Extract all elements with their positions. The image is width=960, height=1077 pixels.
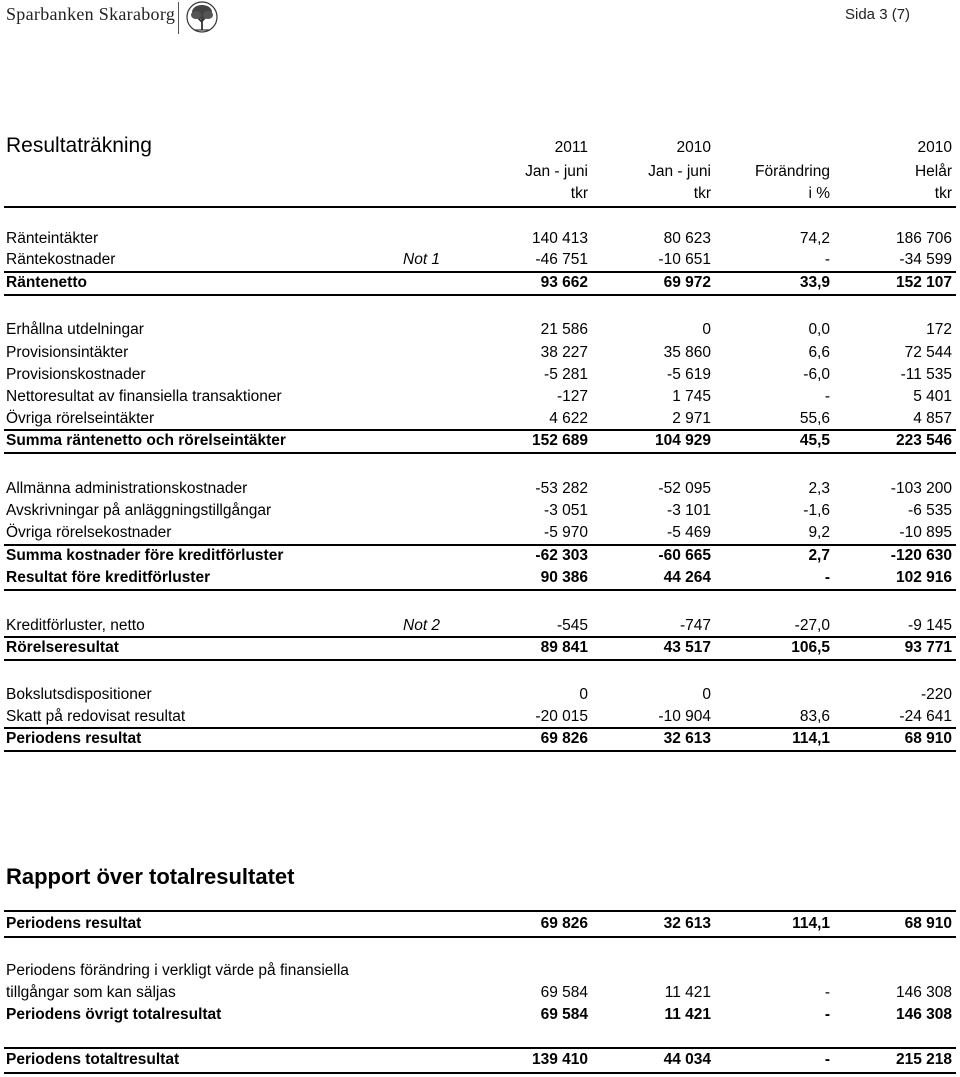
subtotal-row	[0, 272, 960, 294]
row-label: Bokslutsdispositioner	[6, 686, 152, 703]
divider	[4, 750, 956, 752]
row-label: Övriga rörelseintäkter	[6, 410, 155, 427]
value-cell: 140 413	[531, 230, 588, 247]
row-label: Summa räntenetto och rörelseintäkter	[6, 432, 286, 449]
value-cell: -127	[556, 388, 588, 405]
value-cell: 0	[702, 686, 711, 703]
value-cell: -1,6	[803, 502, 830, 519]
row-label: Avskrivningar på anläggningstillgångar	[6, 502, 272, 519]
subtotal-row	[0, 637, 960, 659]
row-label: tillgångar som kan säljas	[6, 984, 176, 1001]
col-header: i %	[808, 185, 830, 202]
value-cell: -6 535	[908, 502, 952, 519]
table-row	[0, 386, 960, 408]
col-header: Förändring	[755, 163, 830, 180]
value-cell: 32 613	[663, 915, 711, 932]
value-cell: 93 771	[904, 639, 952, 656]
value-cell: 114,1	[792, 915, 830, 932]
value-cell: 43 517	[663, 639, 711, 656]
value-cell: 38 227	[540, 344, 588, 361]
divider	[4, 206, 956, 208]
value-cell: -6,0	[803, 366, 830, 383]
note-ref: Not 1	[403, 251, 441, 268]
value-cell: -545	[556, 617, 588, 634]
value-cell: -220	[920, 686, 952, 703]
value-cell: 74,2	[799, 230, 830, 247]
value-cell: 89 841	[540, 639, 588, 656]
value-cell: 11 421	[664, 1006, 711, 1023]
column-header-row	[0, 161, 960, 183]
col-header: 2010	[917, 139, 952, 156]
value-cell: 104 929	[654, 432, 711, 449]
value-cell: 114,1	[792, 730, 830, 747]
table-row	[0, 342, 960, 364]
row-label: Rörelseresultat	[6, 639, 119, 656]
table-row	[0, 228, 960, 250]
value-cell: -103 200	[890, 480, 952, 497]
value-cell: 69 972	[663, 274, 711, 291]
value-cell: -	[824, 1051, 830, 1068]
divider	[4, 294, 956, 296]
value-cell: -53 282	[535, 480, 588, 497]
value-cell: 32 613	[663, 730, 711, 747]
subtotal-row	[0, 1004, 960, 1026]
value-cell: 2,7	[808, 547, 830, 564]
value-cell: -27,0	[794, 617, 830, 634]
value-cell: -5 469	[667, 524, 711, 541]
value-cell: 152 107	[895, 274, 952, 291]
row-label: Resultat före kreditförluster	[6, 569, 211, 586]
row-label: Allmänna administrationskostnader	[6, 480, 248, 497]
col-header: 2010	[676, 139, 711, 156]
total-row	[0, 1049, 960, 1071]
value-cell: 146 308	[895, 1006, 952, 1023]
subtotal-row	[0, 430, 960, 452]
divider	[4, 1072, 956, 1074]
value-cell: 69 584	[540, 1006, 588, 1023]
row-label: Kreditförluster, netto	[6, 617, 145, 634]
value-cell: 223 546	[895, 432, 952, 449]
table-row	[0, 615, 960, 637]
value-cell: -5 619	[667, 366, 711, 383]
row-label: Periodens övrigt totalresultat	[6, 1006, 222, 1023]
subtotal-row	[0, 567, 960, 589]
value-cell: 69 826	[540, 915, 588, 932]
value-cell: 152 689	[531, 432, 588, 449]
value-cell: -747	[679, 617, 711, 634]
bank-name: Sparbanken Skaraborg	[6, 4, 176, 24]
row-label: Räntenetto	[6, 274, 87, 291]
value-cell: -	[824, 1006, 830, 1023]
page-number: Sida 3 (7)	[845, 6, 911, 23]
value-cell: 0,0	[808, 321, 830, 338]
value-cell: -52 095	[658, 480, 711, 497]
value-cell: 4 857	[913, 410, 952, 427]
value-cell: -10 651	[658, 251, 711, 268]
row-label: Provisionsintäkter	[6, 344, 129, 361]
col-header: tkr	[570, 185, 588, 202]
table-row	[0, 960, 960, 982]
row-label: Skatt på redovisat resultat	[6, 708, 186, 725]
col-header: 2011	[554, 139, 588, 156]
value-cell: -11 535	[900, 366, 952, 383]
table-row	[0, 522, 960, 544]
row-label: Övriga rörelsekostnader	[6, 524, 172, 541]
value-cell: 1 745	[672, 388, 711, 405]
value-cell: -120 630	[890, 547, 952, 564]
divider	[4, 589, 956, 591]
income-statement-title: Resultaträkning	[6, 134, 152, 157]
comprehensive-income-title: Rapport över totalresultatet	[6, 864, 295, 889]
column-header-row	[0, 183, 960, 205]
value-cell: 146 308	[895, 984, 952, 1001]
table-row	[0, 706, 960, 728]
subtotal-row	[0, 545, 960, 567]
value-cell: 68 910	[904, 730, 952, 747]
col-header: tkr	[934, 185, 952, 202]
value-cell: 172	[926, 321, 952, 338]
page-header	[0, 0, 960, 40]
value-cell: -34 599	[899, 251, 952, 268]
value-cell: -60 665	[658, 547, 711, 564]
value-cell: -	[824, 984, 830, 1001]
value-cell: 44 264	[663, 569, 711, 586]
row-label: Nettoresultat av finansiella transaktioner	[6, 388, 282, 405]
table-row	[0, 684, 960, 706]
row-label: Summa kostnader före kreditförluster	[6, 547, 284, 564]
divider	[4, 659, 956, 661]
row-label: Erhållna utdelningar	[6, 321, 144, 338]
column-header-row	[0, 137, 960, 159]
value-cell: -20 015	[535, 708, 588, 725]
table-row	[0, 364, 960, 386]
value-cell: 139 410	[531, 1051, 588, 1068]
value-cell: 80 623	[663, 230, 711, 247]
value-cell: -	[824, 251, 830, 268]
row-label: Periodens resultat	[6, 915, 142, 932]
value-cell: -9 145	[908, 617, 952, 634]
value-cell: 93 662	[540, 274, 588, 291]
value-cell: 45,5	[799, 432, 830, 449]
row-label: Periodens totaltresultat	[6, 1051, 180, 1068]
total-row	[0, 728, 960, 750]
row-label: Provisionskostnader	[6, 366, 146, 383]
row-label: Periodens resultat	[6, 730, 142, 747]
col-header: Helår	[914, 163, 952, 180]
value-cell: 215 218	[895, 1051, 952, 1068]
value-cell: 69 826	[540, 730, 588, 747]
value-cell: 55,6	[799, 410, 830, 427]
value-cell: 5 401	[913, 388, 952, 405]
value-cell: -10 895	[899, 524, 952, 541]
value-cell: -3 051	[544, 502, 588, 519]
value-cell: -	[824, 569, 830, 586]
row-label: Periodens förändring i verkligt värde på finansiella	[6, 962, 349, 979]
value-cell: 44 034	[663, 1051, 711, 1068]
value-cell: 83,6	[799, 708, 830, 725]
tree-emblem-icon	[182, 0, 222, 36]
header-divider	[178, 2, 179, 34]
row-label: Räntekostnader	[6, 251, 116, 268]
table-row	[0, 319, 960, 341]
table-row	[0, 500, 960, 522]
value-cell: 21 586	[540, 321, 588, 338]
value-cell: 102 916	[895, 569, 952, 586]
value-cell: -	[824, 388, 830, 405]
table-row	[0, 478, 960, 500]
value-cell: 2 971	[672, 410, 711, 427]
col-header: Jan - juni	[648, 163, 711, 180]
value-cell: 35 860	[663, 344, 711, 361]
value-cell: -62 303	[535, 547, 588, 564]
value-cell: -24 641	[899, 708, 952, 725]
value-cell: 2,3	[808, 480, 830, 497]
value-cell: -5 281	[544, 366, 588, 383]
table-row	[0, 408, 960, 430]
value-cell: -10 904	[658, 708, 711, 725]
table-row	[0, 249, 960, 271]
value-cell: 186 706	[895, 230, 952, 247]
divider	[4, 452, 956, 454]
value-cell: 72 544	[904, 344, 952, 361]
value-cell: 0	[702, 321, 711, 338]
value-cell: 68 910	[904, 915, 952, 932]
table-row	[0, 982, 960, 1004]
divider	[4, 910, 956, 912]
value-cell: 4 622	[549, 410, 588, 427]
value-cell: 9,2	[808, 524, 830, 541]
value-cell: 33,9	[799, 274, 830, 291]
value-cell: 0	[579, 686, 588, 703]
row-label: Ränteintäkter	[6, 230, 99, 247]
value-cell: 69 584	[540, 984, 588, 1001]
value-cell: 6,6	[808, 344, 830, 361]
value-cell: 11 421	[664, 984, 711, 1001]
note-ref: Not 2	[403, 617, 441, 634]
divider	[4, 936, 956, 938]
col-header: tkr	[693, 185, 711, 202]
value-cell: 90 386	[540, 569, 588, 586]
total-row	[0, 913, 960, 935]
value-cell: 106,5	[791, 639, 830, 656]
value-cell: -46 751	[535, 251, 588, 268]
col-header: Jan - juni	[525, 163, 588, 180]
value-cell: -5 970	[544, 524, 588, 541]
value-cell: -3 101	[667, 502, 711, 519]
